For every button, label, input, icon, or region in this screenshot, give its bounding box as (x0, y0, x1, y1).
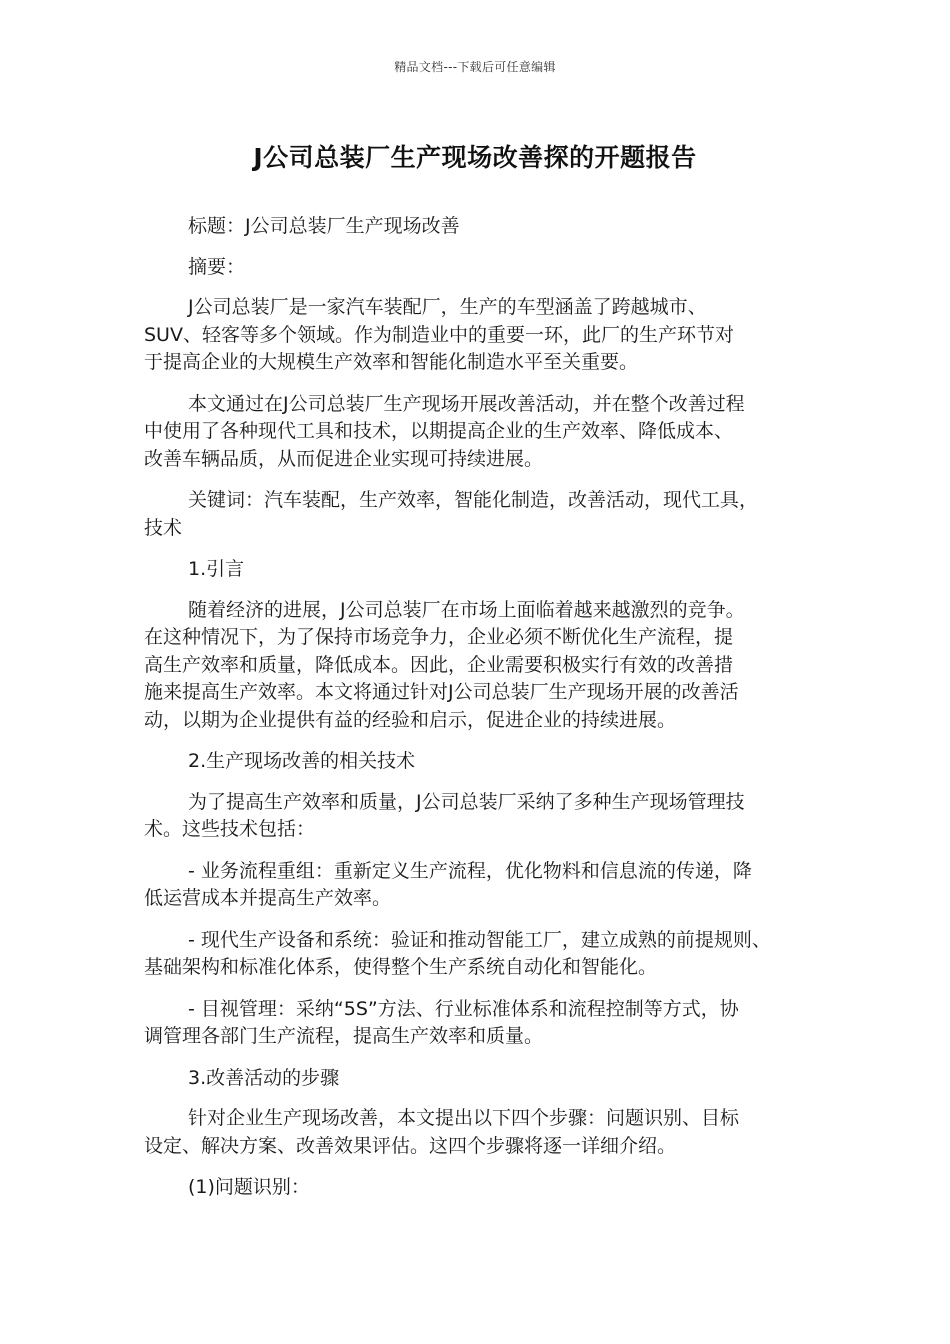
list-item-process-reengineering: - 业务流程重组：重新定义生产流程，优化物料和信息流的传递，降 低运营成本并提高生产效率。 (144, 859, 752, 909)
paragraph-techniques-intro: 为了提高生产效率和质量，J公司总装厂采纳了多种生产现场管理技 术。这些技术包括： (144, 790, 745, 840)
header-watermark: 精品文档---下载后可任意编辑 (394, 60, 556, 74)
section-heading-introduction: 1.引言 (188, 558, 245, 580)
paragraph-abstract-purpose: 本文通过在J公司总装厂生产现场开展改善活动，并在整个改善过程 中使用了各种现代工具和技术，以期提高企业的生产效率、降低成本、 改善车辆品质，从而促进企业实现可持续进展。 (144, 392, 745, 470)
paragraph-keywords: 关键词：汽车装配，生产效率，智能化制造，改善活动，现代工具， 技术 (144, 489, 759, 539)
paragraph-introduction: 随着经济的进展，J公司总装厂在市场上面临着越来越激烈的竞争。 在这种情况下，为了保持市场竞争力，企业必须不断优化生产流程，提 高生产效率和质量，降低成本。因此，企业需要积极实行有效的改善措 施来提高生产效率。本文将通过针对J公司总装厂生产现场开展的改善活 动，以期为企业提供有益的经验和启示，促进企业的持续进展。 (144, 598, 745, 731)
section-heading-techniques: 2.生产现场改善的相关技术 (188, 750, 416, 772)
section-heading-steps: 3.改善活动的步骤 (188, 1066, 340, 1089)
list-item-visual-management: - 目视管理：采纳“5S”方法、行业标准体系和流程控制等方式，协 调管理各部门生产流程，提高生产效率和质量。 (144, 997, 739, 1047)
paragraph-abstract-heading: 摘要： (188, 255, 246, 278)
document-body (144, 213, 814, 1215)
subheading-problem-identification: (1)问题识别： (188, 1176, 310, 1198)
paragraph-steps-intro: 针对企业生产现场改善，本文提出以下四个步骤：问题识别、目标 设定、解决方案、改善效果评估。这四个步骤将逐一详细介绍。 (144, 1107, 740, 1157)
paragraph-subject: 标题：J公司总装厂生产现场改善 (188, 215, 460, 237)
paragraph-abstract-intro: J公司总装厂是一家汽车装配厂，生产的车型涵盖了跨越城市、 SUV、轻客等多个领域。作为制造业中的重要一环，此厂的生产环节对 于提高企业的大规模生产效率和智能化制造水平至关重要。 (144, 296, 734, 373)
list-item-modern-equipment: - 现代生产设备和系统：验证和推动智能工厂，建立成熟的前提规则、 基础架构和标准化体系，使得整个生产系统自动化和智能化。 (144, 928, 771, 978)
document-title: J公司总装厂生产现场改善探的开题报告 (253, 143, 697, 172)
